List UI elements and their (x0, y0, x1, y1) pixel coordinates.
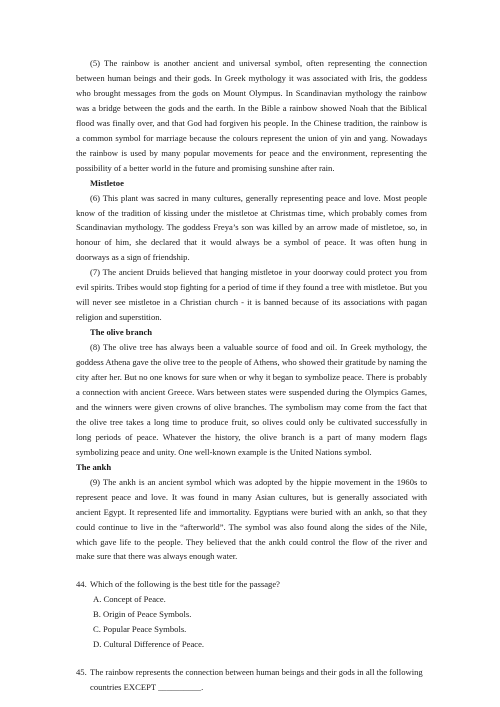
question-45 (76, 665, 427, 695)
question-number: 44. (76, 579, 87, 590)
document-page (76, 56, 427, 695)
paragraph-7: (7) The ancient Druids believed that hanging mistletoe in your doorway could protect you from evil spirits. Tribes would stop fighting for a period of time if they found a tree with mistletoe. But you will never see mistletoe in a Christian church - it is banned because of its associations with pagan religion and superstition. (76, 267, 427, 323)
heading-mistletoe: Mistletoe (90, 177, 124, 188)
option-c: C. Popular Peace Symbols. (93, 624, 187, 635)
option-a: A. Concept of Peace. (93, 594, 166, 605)
paragraph-9: (9) The ankh is an ancient symbol which was adopted by the hippie movement in the 1960s to represent peace and love. It was found in many Asian cultures, but is generally associated with ancient Egypt. It represented life and immortality. Egyptians were buried with an ankh, so that they could continue to live in the “afterworld”. The symbol was also found along the sides of the Nile, which gave life to the people. They believed that the ankh could control the flow of the river and make sure that there was always enough water. (76, 476, 427, 562)
question-44 (76, 577, 427, 652)
question-stem: The rainbow represents the connection between human beings and their gods in all the following countries EXCEPT __________. (90, 667, 423, 693)
paragraph-8: (8) The olive tree has always been a valuable source of food and oil. In Greek mythology, the goddess Athena gave the olive tree to the people of Athens, who showed their gratitude by naming the city after her. But no one knows for sure when or why it began to symbolize peace. There is probably a connection with ancient Greece. Wars between states were suspended during the Olympics Games, and the winners were given crowns of olive branches. The symbolism may come from the fact that the olive tree takes a long time to produce fruit, so olives could only be cultivated successfully in long periods of peace. Whatever the history, the olive branch is a part of many modern flags symbolizing peace and unity. One well-known example is the United Nations symbol. (76, 342, 427, 457)
question-number: 45. (76, 667, 87, 678)
heading-olive-branch: The olive branch (90, 327, 153, 338)
option-d: D. Cultural Difference of Peace. (93, 639, 205, 650)
paragraph-6: (6) This plant was sacred in many cultures, generally representing peace and love. Most people know of the tradition of kissing under the mistletoe at Christmas time, which probably comes from Scandinavian mythology. The goddess Freya’s son was killed by an arrow made of mistletoe, so, in honour of him, she declared that it would always be a symbol of peace. It was often hung in doorways as a sign of friendship. (76, 192, 427, 263)
question-stem: Which of the following is the best title for the passage? (90, 579, 280, 590)
option-b: B. Origin of Peace Symbols. (93, 609, 192, 620)
paragraph-5: (5) The rainbow is another ancient and universal symbol, often representing the connection between human beings and their gods. In Greek mythology it was associated with Iris, the goddess who brought messages from the gods on Mount Olympus. In Scandinavian mythology the rainbow was a bridge between the gods and the earth. In the Bible a rainbow showed Noah that the Biblical flood was finally over, and that God had forgiven his people. In the Chinese tradition, the rainbow is a common symbol for marriage because the colours represent the union of yin and yang. Nowadays the rainbow is used by many popular movements for peace and the environment, representing the possibility of a better world in the future and promising sunshine after rain. (76, 58, 427, 173)
heading-ankh: The ankh (76, 461, 112, 472)
